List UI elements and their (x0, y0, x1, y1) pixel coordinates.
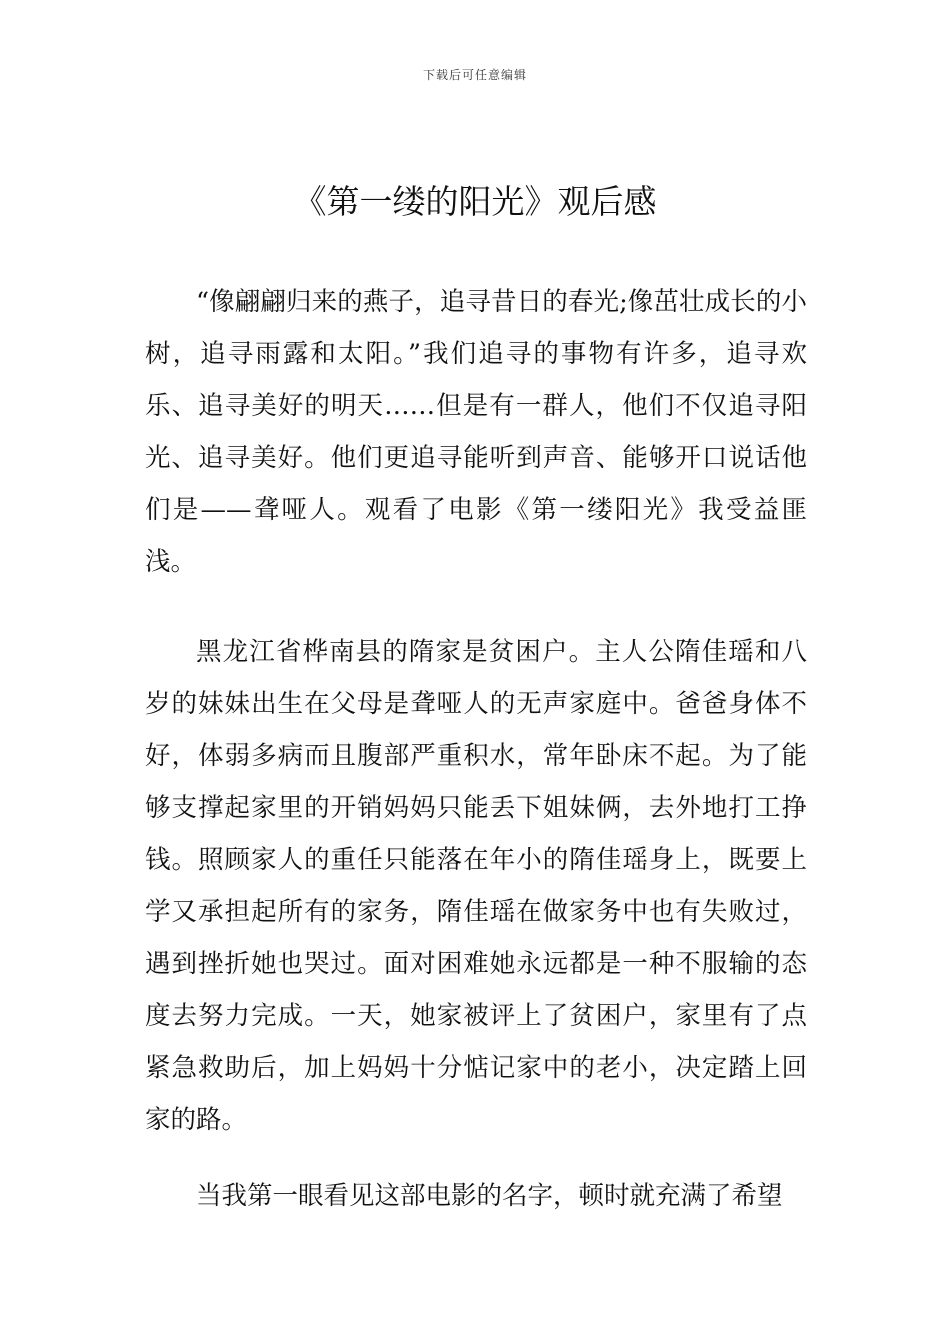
paragraph-2: 黑龙江省桦南县的隋家是贫困户。主人公隋佳瑶和八岁的妹妹出生在父母是聋哑人的无声家庭中。爸爸身体不好，体弱多病而且腹部严重积水，常年卧床不起。为了能够支撑起家里的开销妈妈只能丢下姐妹俩，去外地打工挣钱。照顾家人的重任只能落在年小的隋佳瑶身上，既要上学又承担起所有的家务，隋佳瑶在做家务中也有失败过，遇到挫折她也哭过。面对困难她永远都是一种不服输的态度去努力完成。一天，她家被评上了贫困户，家里有了点紧急救助后，加上妈妈十分惦记家中的老小，决定踏上回家的路。 (145, 637, 807, 1135)
paragraph-1: “像翩翩归来的燕子，追寻昔日的春光;像茁壮成长的小树，追寻雨露和太阳。”我们追寻的事物有许多，追寻欢乐、追寻美好的明天……但是有一群人，他们不仅追寻阳光、追寻美好。他们更追寻能听到声音、能够开口说话他们是——聋哑人。观看了电影《第一缕阳光》我受益匪浅。 (145, 287, 807, 577)
document-title: 《第一缕的阳光》观后感 (293, 182, 657, 221)
header-note: 下载后可任意编辑 (422, 68, 527, 82)
paragraph-3: 当我第一眼看见这部电影的名字，顿时就充满了希望 (196, 1181, 783, 1211)
